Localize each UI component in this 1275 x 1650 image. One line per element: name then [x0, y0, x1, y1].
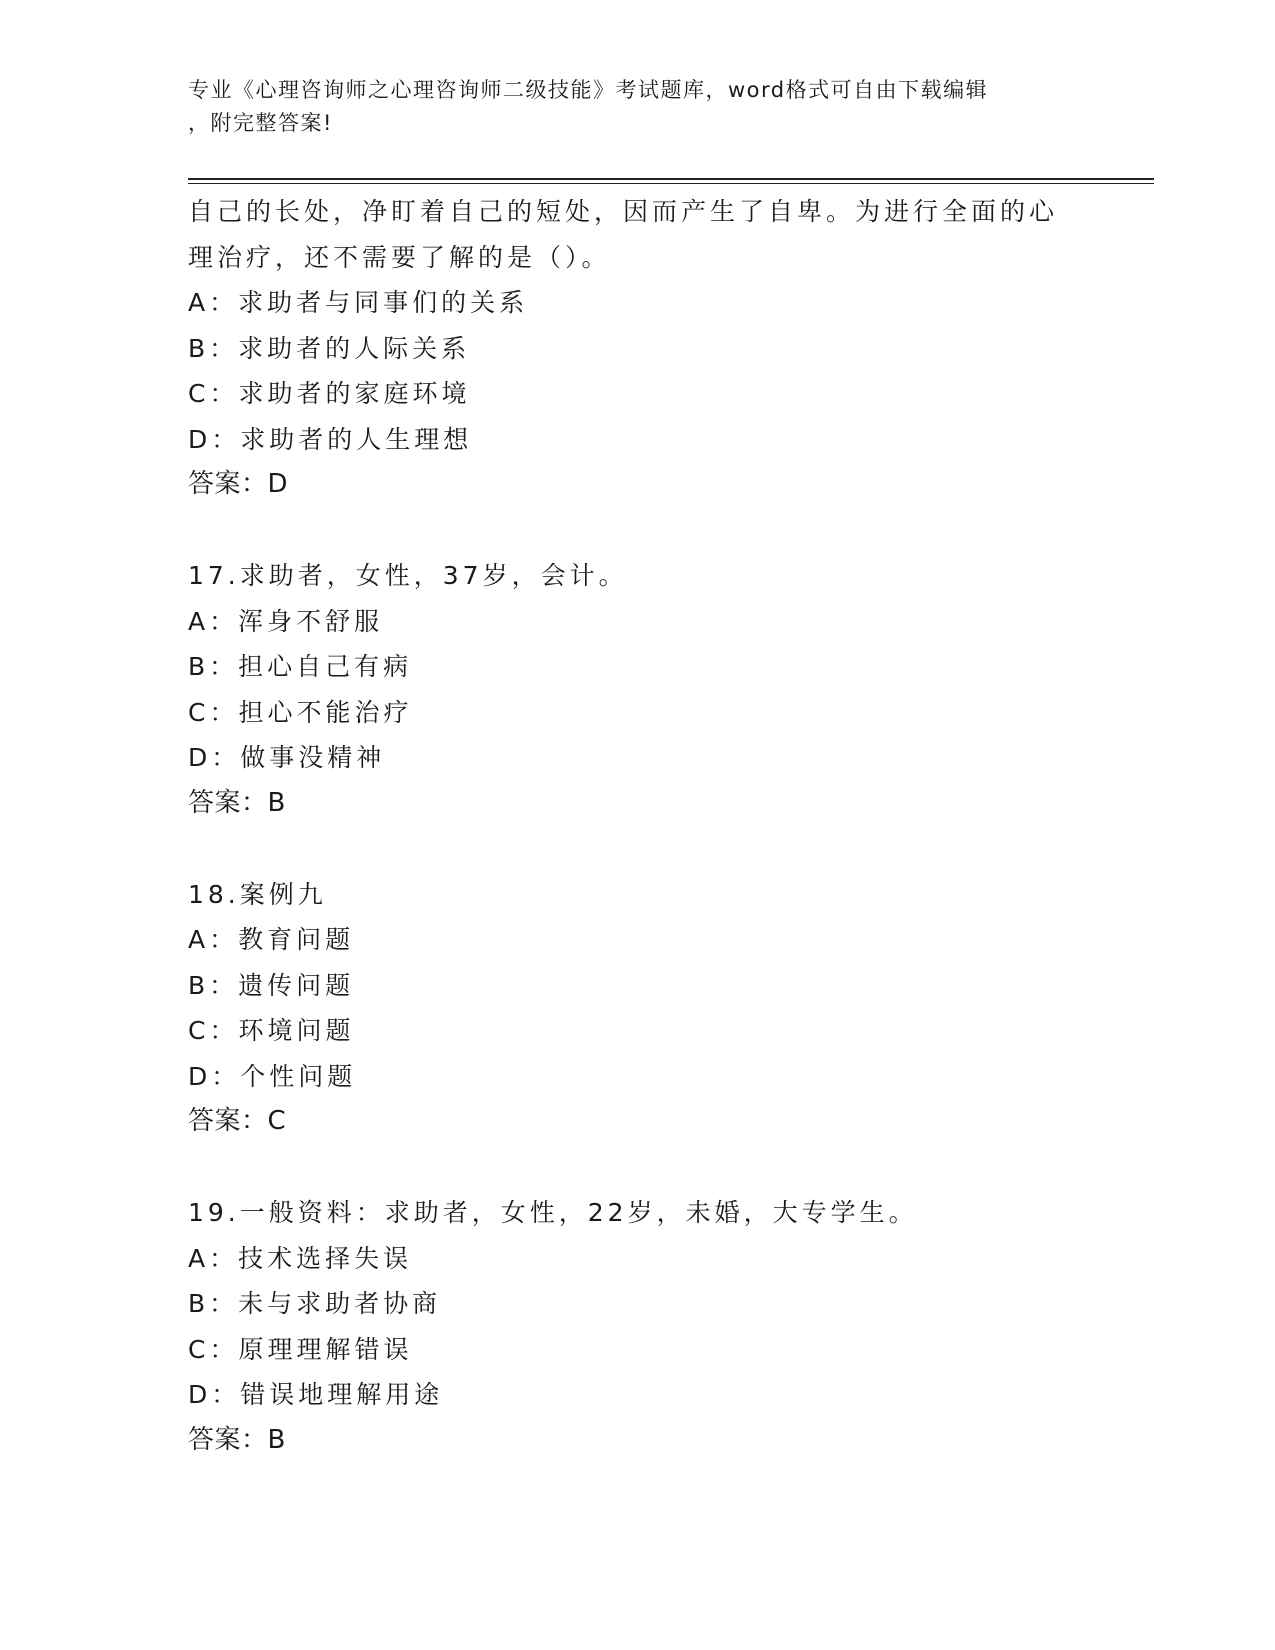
option-c: C：环境问题	[188, 1016, 355, 1045]
option-c: C：原理理解错误	[188, 1334, 413, 1364]
answer-line: 答案：C	[188, 1106, 287, 1136]
header-line-1: 专业《心理咨询师之心理咨询师二级技能》考试题库，word格式可自由下载编辑	[188, 78, 989, 102]
option-b: B：担心自己有病	[188, 652, 413, 681]
answer-line: 答案：D	[188, 469, 289, 499]
question-19	[188, 1190, 1088, 1463]
option-a: A：技术选择失误	[188, 1243, 413, 1273]
question-stem: 18.案例九	[188, 879, 327, 909]
option-d: D：错误地理解用途	[188, 1380, 444, 1409]
question-stem-line: 理治疗，还不需要了解的是（）。	[188, 242, 611, 272]
question-stem: 17.求助者，女性，37岁，会计。	[188, 561, 628, 590]
option-d: D：个性问题	[188, 1061, 357, 1091]
page-header	[188, 74, 1088, 140]
answer-line: 答案：B	[188, 787, 286, 818]
question-18	[188, 872, 1088, 1145]
question-stem-line: 自己的长处，净盯着自己的短处，因而产生了自卑。为进行全面的心	[188, 197, 1059, 226]
answer-line: 答案：B	[188, 1424, 286, 1455]
option-b: B：求助者的人际关系	[188, 333, 471, 363]
header-divider-thick	[188, 178, 1154, 180]
option-b: B：未与求助者协商	[188, 1289, 442, 1318]
header-line-2: ，附完整答案!	[188, 111, 333, 135]
option-a: A：求助者与同事们的关系	[188, 288, 529, 317]
option-c: C：担心不能治疗	[188, 697, 413, 727]
question-continued	[188, 189, 1088, 508]
question-17	[188, 553, 1088, 826]
question-content	[188, 189, 1088, 1463]
header-divider-thin	[188, 183, 1154, 184]
option-d: D：求助者的人生理想	[188, 424, 473, 454]
option-a: A：教育问题	[188, 925, 355, 954]
spacer	[188, 508, 1088, 554]
option-d: D：做事没精神	[188, 743, 386, 772]
option-c: C：求助者的家庭环境	[188, 379, 471, 408]
spacer	[188, 826, 1088, 872]
option-b: B：遗传问题	[188, 970, 355, 1000]
option-a: A：浑身不舒服	[188, 606, 384, 636]
question-stem: 19.一般资料：求助者，女性，22岁，未婚，大专学生。	[188, 1198, 918, 1227]
spacer	[188, 1145, 1088, 1191]
